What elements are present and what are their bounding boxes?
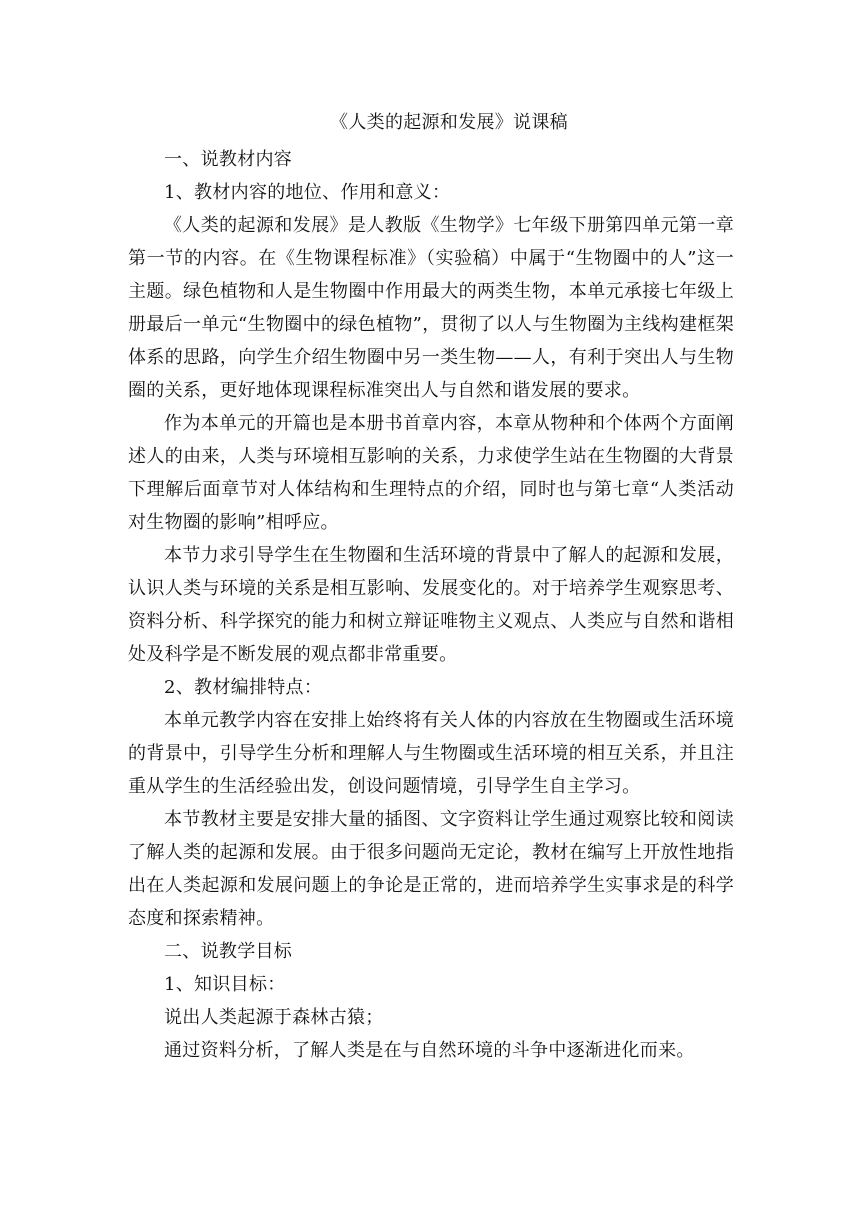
paragraph-unit-opening: 作为本单元的开篇也是本册书首章内容，本章从物种和个体两个方面阐述人的由来，人类与环境相互影响的关系，力求使学生站在生物圈的大背景下理解后面章节对人体结构和生理特点的介绍，同时也与第七章“人类活动对生物圈的影响”相呼应。 xyxy=(128,413,734,533)
subheading-status-role-significance: 1、教材内容的地位、作用和意义： xyxy=(164,182,451,203)
objective-item-evolution: 通过资料分析，了解人类是在与自然环境的斗争中逐渐进化而来。 xyxy=(164,1040,695,1061)
paragraph-section-goal: 本节力求引导学生在生物圈和生活环境的背景中了解人的起源和发展，认识人类与环境的关系是相互影响、发展变化的。对于培养学生观察思考、资料分析、科学探究的能力和树立辩证唯物主义观点、人类应与自然和谐相处及科学是不断发展的观点都非常重要。 xyxy=(128,545,734,665)
section-heading-teaching-material: 一、说教材内容 xyxy=(164,149,293,170)
objective-item-origin: 说出人类起源于森林古猿； xyxy=(164,1007,384,1028)
paragraph-materials: 本节教材主要是安排大量的插图、文字资料让学生通过观察比较和阅读了解人类的起源和发展。由于很多问题尚无定论，教材在编写上开放性地指出在人类起源和发展问题上的争论是正常的，进而培养学生实事求是的科学态度和探索精神。 xyxy=(128,809,734,929)
subheading-knowledge-objectives: 1、知识目标： xyxy=(164,974,286,995)
document-title: 《人类的起源和发展》说课稿 xyxy=(330,112,568,133)
section-heading-teaching-objectives: 二、说教学目标 xyxy=(164,941,293,962)
document-body xyxy=(128,103,734,1067)
paragraph-arrangement: 本单元教学内容在安排上始终将有关人体的内容放在生物圈或生活环境的背景中，引导学生分析和理解人与生物圈或生活环境的相互关系，并且注重从学生的生活经验出发，创设问题情境，引导学生自主学习。 xyxy=(128,710,734,797)
paragraph-overview: 《人类的起源和发展》是人教版《生物学》七年级下册第四单元第一章第一节的内容。在《生物课程标准》（实验稿）中属于“生物圈中的人”这一主题。绿色植物和人是生物圈中作用最大的两类生物，本单元承接七年级上册最后一单元“生物圈中的绿色植物”，贯彻了以人与生物圈为主线构建框架体系的思路，向学生介绍生物圈中另一类生物——人，有利于突出人与生物圈的关系，更好地体现课程标准突出人与自然和谐发展的要求。 xyxy=(128,215,734,401)
subheading-arrangement-features: 2、教材编排特点： xyxy=(164,677,323,698)
